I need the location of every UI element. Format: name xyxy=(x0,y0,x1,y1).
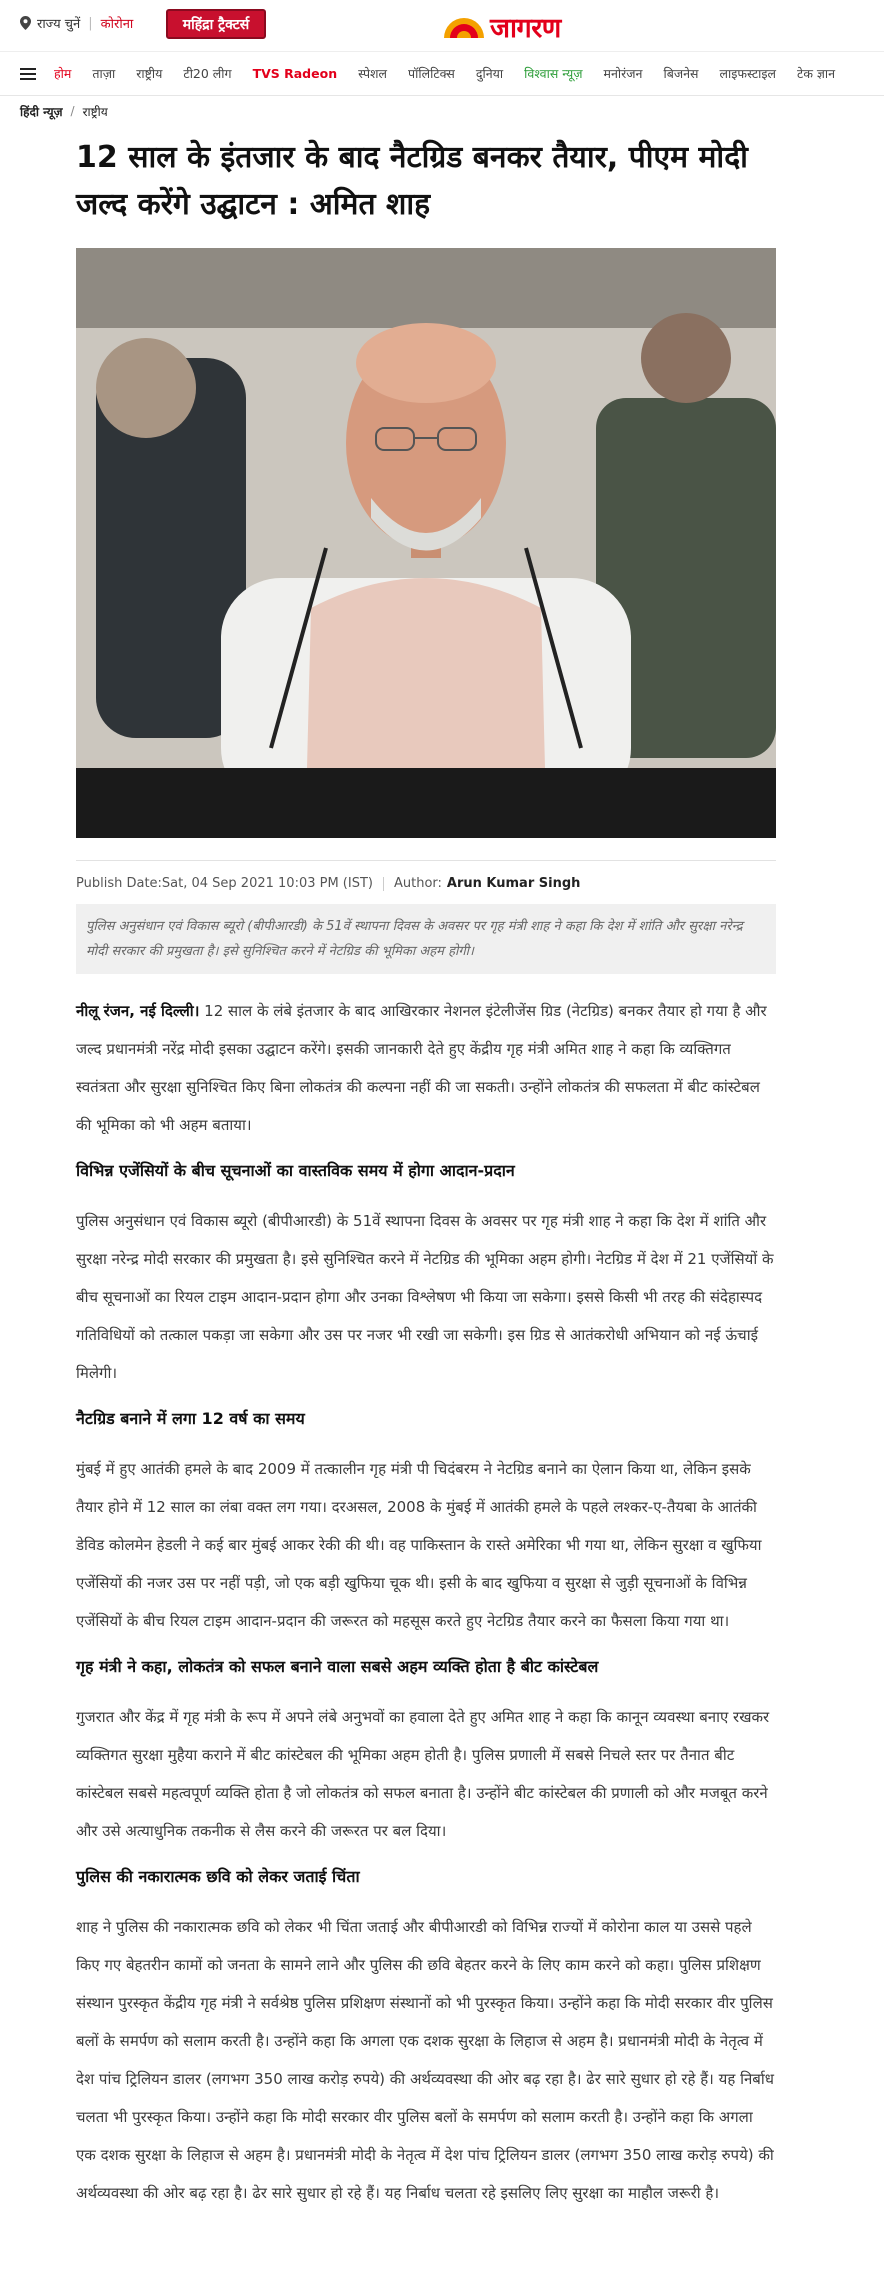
nav-item-entertainment[interactable]: मनोरंजन xyxy=(603,66,643,81)
author-label: Author: xyxy=(393,876,442,891)
nav-item-vishvas-news[interactable]: विश्वास न्यूज़ xyxy=(524,66,583,81)
menu-icon[interactable] xyxy=(20,68,36,80)
location-pin-icon xyxy=(20,16,31,30)
main-navigation xyxy=(0,52,884,96)
article-meta xyxy=(76,860,776,894)
breadcrumb-section[interactable]: राष्ट्रीय xyxy=(82,104,108,119)
nav-item-politics[interactable]: पॉलिटिक्स xyxy=(408,66,455,81)
author-name[interactable]: Arun Kumar Singh xyxy=(446,876,581,891)
article-paragraph xyxy=(76,992,776,1144)
article-paragraph: मुंबई में हुए आतंकी हमले के बाद 2009 में तत्कालीन गृह मंत्री पी चिदंबरम ने नेटग्रिड बनाने का ऐलान किया था, लेकिन इसके तैयार होने में 12 साल का लंबा वक्त लग गया। दरअसल, 2008 के मुंबई में आतंकी हमले के पहले लश्कर-ए-तैयबा के आतंकी डेविड कोलमेन हेडली ने कई बार मुंबई आकर रेकी की थी। वह पाकिस्तान के रास्ते अमेरिका भी गया था, लेकिन सुरक्षा व खुफिया एजेंसियों की नजर उस पर नहीं पड़ी, जो एक बड़ी खुफिया चूक थी। इसी के बाद खुफिया व सुरक्षा से जुड़ी सूचनाओं के विभिन्न एजेंसियों के बीच रियल टाइम आदान-प्रदान की जरूरत को महसूस करते हुए नेटग्रिड तैयार करने का फैसला किया गया था। xyxy=(76,1460,762,1630)
nav-item-t20-league[interactable]: टी20 लीग xyxy=(183,66,232,81)
location-selector[interactable] xyxy=(20,14,133,32)
logo-text: जागरण xyxy=(490,13,561,44)
nav-item-business[interactable]: बिजनेस xyxy=(663,66,699,81)
publish-date: Publish Date:Sat, 04 Sep 2021 10:03 PM (IST) xyxy=(76,876,373,891)
nav-item-latest[interactable]: ताज़ा xyxy=(92,66,116,81)
article-paragraph: शाह ने पुलिस की नकारात्मक छवि को लेकर भी चिंता जताई और बीपीआरडी को विभिन्न राज्यों में कोरोना काल या उससे पहले किए गए बेहतरीन कामों को जनता के सामने लाने और पुलिस की छवि बेहतर करने के लिए काम करने को कहा। पुलिस प्रशिक्षण संस्थान पुरस्कृत केंद्रीय गृह मंत्री ने सर्वश्रेष्ठ पुलिस प्रशिक्षण संस्थानों को भी पुरस्कृत किया। उन्होंने कहा कि मोदी सरकार वीर पुलिस बलों के समर्पण को सलाम करती है। उन्होंने कहा कि अगला एक दशक सुरक्षा के लिहाज से अहम है। प्रधानमंत्री मोदी के नेतृत्व में देश पांच ट्रिलियन डालर (लगभग 350 लाख करोड़ रुपये) की अर्थव्यवस्था की ओर बढ़ रहा है। ढेर सारे सुधार हो रहे हैं। यह निर्बाध चलता भी पुरस्कृत किया। उन्होंने कहा कि मोदी सरकार वीर पुलिस बलों के समर्पण को सलाम करती है। उन्होंने कहा कि अगला एक दशक सुरक्षा के लिहाज से अहम है। प्रधानमंत्री मोदी के नेतृत्व में देश पांच ट्रिलियन डालर (लगभग 350 लाख करोड़ रुपये) की अर्थव्यवस्था की ओर बढ़ रहा है। ढेर सारे सुधार हो रहे हैं। यह निर्बाध चलता रहे इसलिए लिए सुरक्षा का माहौल जरूरी है। xyxy=(76,1918,774,2202)
article-headline: 12 साल के इंतजार के बाद नैटग्रिड बनकर तैयार, पीएम मोदी जल्द करेंगे उद्घाटन : अमित शाह xyxy=(76,140,748,222)
divider: | xyxy=(88,15,93,31)
article-paragraph: पुलिस अनुसंधान एवं विकास ब्यूरो (बीपीआरडी) के 51वें स्थापना दिवस के अवसर पर गृह मंत्री शाह ने कहा कि देश में शांति और सुरक्षा नरेन्द्र मोदी सरकार की प्रमुखता है। इसे सुनिश्चित करने में नेटग्रिड की भूमिका अहम होगी। नेटग्रिड में देश में 21 एजेंसियों के बीच सूचनाओं का रियल टाइम आदान-प्रदान होगा और उनका विश्लेषण भी किया जा सकेगा। इससे किसी भी तरह की संदेहास्पद गतिविधियों को तत्काल पकड़ा जा सकेगा और उस पर नजर भी रखी जा सकेगी। इस ग्रिड से आतंकरोधी अभियान को नई ऊंचाई मिलेगी। xyxy=(76,1212,774,1382)
paragraph-text: 12 साल के लंबे इंतजार के बाद आखिरकार नेशनल इंटेलीजेंस ग्रिड (नेटग्रिड) बनकर तैयार हो गया है और जल्द प्रधानमंत्री नरेंद्र मोदी इसका उद्घाटन करेंगे। इसकी जानकारी देते हुए केंद्रीय गृह मंत्री अमित शाह ने कहा कि व्यक्तिगत स्वतंत्रता और सुरक्षा सुनिश्चित किए बिना लोकतंत्र की कल्पना नहीं की जा सकती। उन्होंने लोकतंत्र की सफलता में बीट कांस्टेबल की भूमिका को भी अहम बताया। xyxy=(76,1002,767,1134)
nav-item-lifestyle[interactable]: लाइफस्टाइल xyxy=(719,66,777,81)
article-subheading: नैटग्रिड बनाने में लगा 12 वर्ष का समय xyxy=(76,1409,305,1428)
top-bar xyxy=(0,0,884,52)
nav-item-special[interactable]: स्पेशल xyxy=(358,66,388,81)
breadcrumb-separator: / xyxy=(70,104,75,118)
article-summary: पुलिस अनुसंधान एवं विकास ब्यूरो (बीपीआरडी) के 51वें स्थापना दिवस के अवसर पर गृह मंत्री शाह ने कहा कि देश में शांति और सुरक्षा नरेन्द्र मोदी सरकार की प्रमुखता है। इसे सुनिश्चित करने में नेटग्रिड की भूमिका अहम होगी। xyxy=(76,904,776,974)
breadcrumb-home[interactable]: हिंदी न्यूज़ xyxy=(20,104,63,119)
corona-link[interactable]: कोरोना xyxy=(100,17,134,32)
breadcrumb xyxy=(0,96,884,126)
nav-item-national[interactable]: राष्ट्रीय xyxy=(136,66,163,81)
sun-logo-icon xyxy=(442,14,486,40)
nav-item-tvs-radeon[interactable]: TVS Radeon xyxy=(252,66,338,81)
article-subheading: विभिन्न एजेंसियों के बीच सूचनाओं का वास्तविक समय में होगा आदान-प्रदान xyxy=(76,1161,515,1180)
nav-item-home[interactable]: होम xyxy=(54,66,72,81)
article-subheading: पुलिस की नकारात्मक छवि को लेकर जताई चिंता xyxy=(76,1867,360,1886)
jagran-logo[interactable] xyxy=(442,8,561,45)
speaker-at-podium-illustration xyxy=(76,248,776,838)
article-subheading: गृह मंत्री ने कहा, लोकतंत्र को सफल बनाने वाला सबसे अहम व्यक्ति होता है बीट कांस्टेबल xyxy=(76,1657,599,1676)
article xyxy=(76,134,776,2212)
mahindra-tractors-button[interactable]: महिंद्रा ट्रैक्टर्स xyxy=(166,9,266,39)
nav-item-tech-gyan[interactable]: टेक ज्ञान xyxy=(797,66,836,81)
nav-item-world[interactable]: दुनिया xyxy=(475,66,504,81)
dateline: नीलू रंजन, नई दिल्ली। xyxy=(76,1002,200,1020)
article-hero-image xyxy=(76,248,776,838)
state-select-label[interactable]: राज्य चुनें xyxy=(37,17,81,32)
article-paragraph: गुजरात और केंद्र में गृह मंत्री के रूप में अपने लंबे अनुभवों का हवाला देते हुए अमित शाह ने कहा कि कानून व्यवस्था बनाए रखकर व्यक्तिगत सुरक्षा मुहैया कराने में बीट कांस्टेबल की भूमिका अहम होती है। पुलिस प्रणाली में सबसे निचले स्तर पर तैनात बीट कांस्टेबल सबसे महत्वपूर्ण व्यक्ति होता है जो लोकतंत्र को सफल बनाता है। उन्होंने बीट कांस्टेबल की प्रणाली को और मजबूत करने और उसे अत्याधुनिक तकनीक से लैस करने की जरूरत पर बल दिया। xyxy=(76,1708,770,1840)
divider xyxy=(383,877,384,891)
